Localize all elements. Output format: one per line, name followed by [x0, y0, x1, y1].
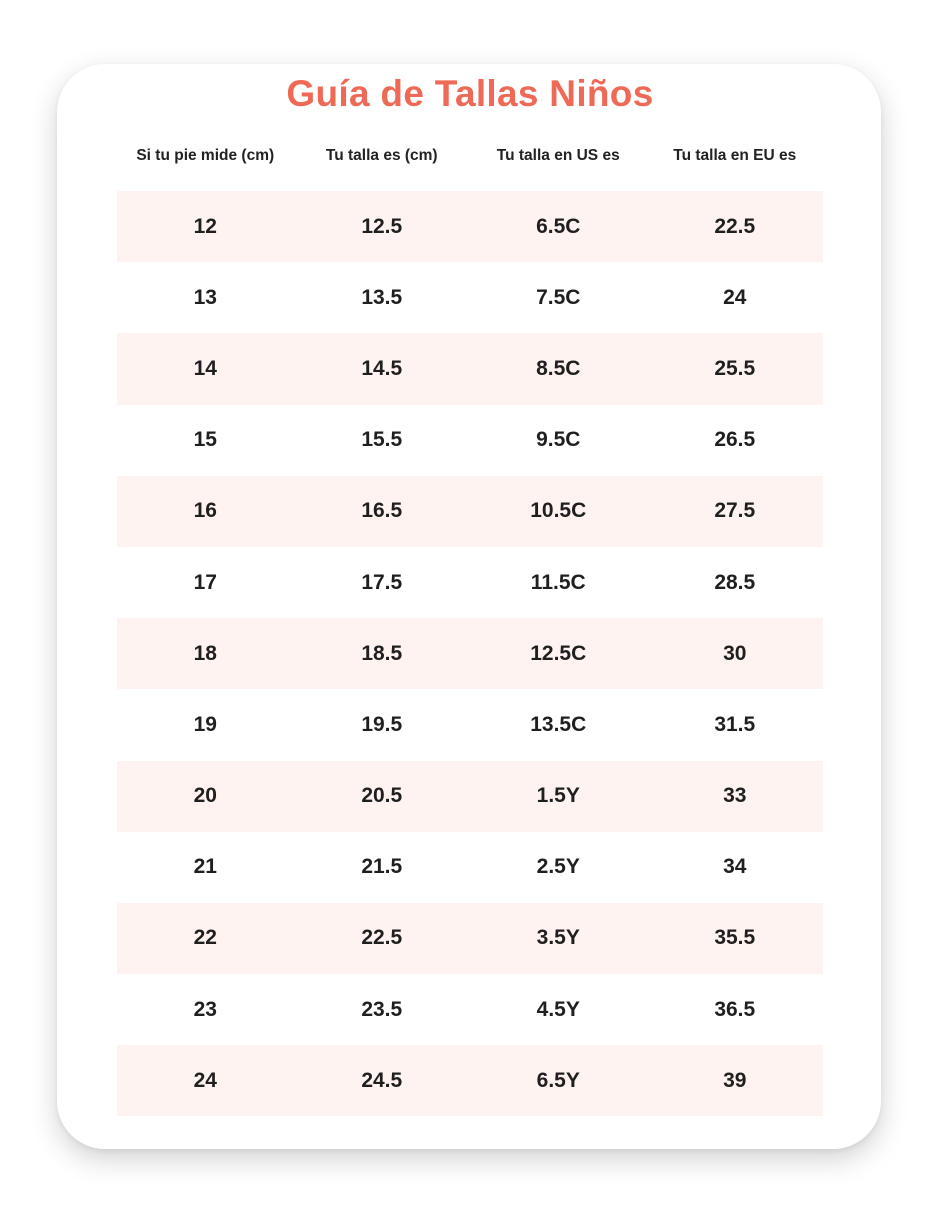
cell-size-eu: 34 — [723, 855, 747, 879]
cell-size-eu: 22.5 — [714, 214, 756, 238]
cell-size-us: 7.5C — [536, 285, 581, 309]
size-table — [117, 130, 823, 1116]
cell-size-eu: 33 — [723, 784, 747, 808]
cell-size-cm: 17.5 — [361, 570, 403, 594]
cell-foot-length: 24 — [193, 1068, 217, 1092]
cell-size-us: 6.5C — [536, 214, 581, 238]
cell-size-us: 3.5Y — [536, 926, 580, 950]
cell-size-us: 12.5C — [530, 641, 587, 665]
cell-size-cm: 13.5 — [361, 285, 403, 309]
table-row — [117, 333, 823, 404]
cell-size-cm: 23.5 — [361, 997, 403, 1021]
cell-foot-length: 20 — [193, 784, 217, 808]
cell-foot-length: 17 — [193, 570, 217, 594]
cell-size-eu: 24 — [723, 285, 747, 309]
table-row — [117, 547, 823, 618]
table-row — [117, 974, 823, 1045]
table-body — [117, 191, 823, 1116]
cell-size-us: 9.5C — [536, 428, 581, 452]
cell-size-eu: 36.5 — [714, 997, 756, 1021]
cell-size-eu: 25.5 — [714, 356, 756, 380]
header-foot-length: Si tu pie mide (cm) — [136, 146, 275, 164]
table-row — [117, 191, 823, 262]
cell-size-cm: 19.5 — [361, 712, 403, 736]
cell-size-us: 4.5Y — [536, 997, 580, 1021]
table-row — [117, 761, 823, 832]
header-size-eu: Tu talla en EU es — [673, 146, 797, 164]
table-row — [117, 262, 823, 333]
cell-size-us: 6.5Y — [536, 1068, 580, 1092]
cell-size-cm: 15.5 — [361, 428, 403, 452]
cell-foot-length: 23 — [193, 997, 217, 1021]
page-title: Guía de Tallas Niños — [286, 73, 654, 114]
cell-size-cm: 14.5 — [361, 356, 403, 380]
cell-size-us: 1.5Y — [536, 784, 580, 808]
cell-size-cm: 12.5 — [361, 214, 403, 238]
table-header — [117, 130, 823, 181]
cell-foot-length: 18 — [193, 641, 217, 665]
cell-size-cm: 22.5 — [361, 926, 403, 950]
cell-foot-length: 15 — [193, 428, 217, 452]
cell-size-us: 11.5C — [530, 570, 586, 594]
cell-size-cm: 18.5 — [361, 641, 403, 665]
table-row — [117, 832, 823, 903]
table-row — [117, 476, 823, 547]
table-row — [117, 1045, 823, 1116]
table-row — [117, 903, 823, 974]
cell-foot-length: 19 — [193, 712, 217, 736]
cell-size-cm: 21.5 — [361, 855, 403, 879]
table-row — [117, 689, 823, 760]
cell-foot-length: 12 — [193, 214, 217, 238]
cell-size-eu: 30 — [723, 641, 747, 665]
cell-foot-length: 22 — [193, 926, 217, 950]
cell-size-us: 2.5Y — [536, 855, 580, 879]
table-row — [117, 618, 823, 689]
cell-size-eu: 39 — [723, 1068, 747, 1092]
cell-size-eu: 35.5 — [714, 926, 756, 950]
header-size-us: Tu talla en US es — [496, 146, 620, 164]
cell-size-eu: 31.5 — [714, 712, 756, 736]
cell-size-cm: 16.5 — [361, 499, 403, 523]
cell-size-eu: 27.5 — [714, 499, 756, 523]
cell-size-cm: 24.5 — [361, 1068, 403, 1092]
cell-size-cm: 20.5 — [361, 784, 403, 808]
cell-size-us: 10.5C — [530, 499, 587, 523]
cell-size-eu: 28.5 — [714, 570, 756, 594]
cell-foot-length: 13 — [193, 285, 217, 309]
table-row — [117, 405, 823, 476]
cell-foot-length: 14 — [193, 356, 217, 380]
cell-size-eu: 26.5 — [714, 428, 756, 452]
cell-foot-length: 16 — [193, 499, 217, 523]
cell-size-us: 13.5C — [530, 712, 587, 736]
cell-foot-length: 21 — [193, 855, 217, 879]
cell-size-us: 8.5C — [536, 356, 581, 380]
header-size-cm: Tu talla es (cm) — [325, 146, 438, 164]
